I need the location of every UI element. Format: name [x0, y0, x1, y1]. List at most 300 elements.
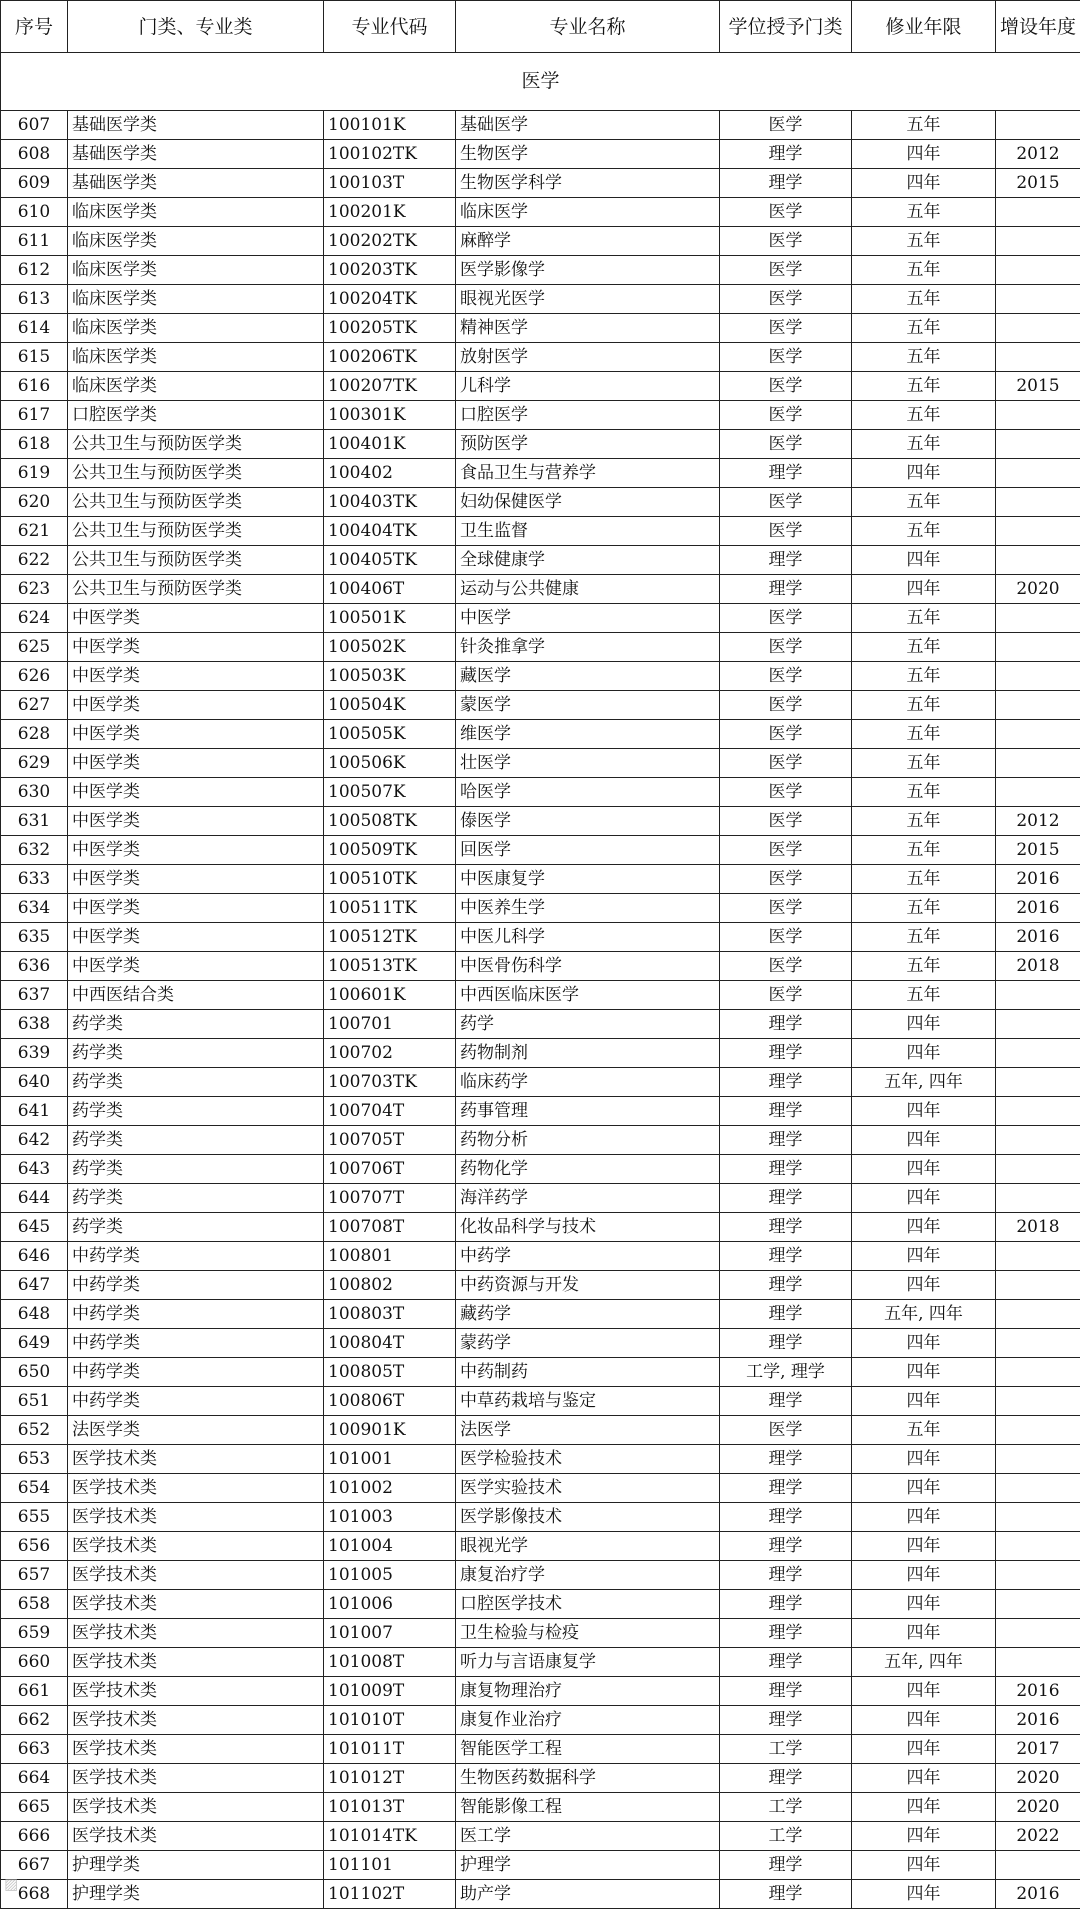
cell-duration: 四年 — [852, 1358, 996, 1387]
table-row — [1, 1764, 1080, 1793]
cell-category: 医学技术类 — [68, 1793, 324, 1822]
cell-major-name: 中西医临床医学 — [456, 981, 720, 1010]
cell-category: 公共卫生与预防医学类 — [68, 546, 324, 575]
cell-seq: 626 — [1, 662, 68, 691]
table-row — [1, 1126, 1080, 1155]
cell-year-added — [996, 1474, 1080, 1503]
cell-degree: 理学 — [720, 1184, 852, 1213]
table-row — [1, 1010, 1080, 1039]
cell-major-name: 卫生检验与检疫 — [456, 1619, 720, 1648]
cell-category: 口腔医学类 — [68, 401, 324, 430]
cell-code: 101009T — [324, 1677, 456, 1706]
cell-seq: 659 — [1, 1619, 68, 1648]
cell-major-name: 预防医学 — [456, 430, 720, 459]
cell-major-name: 医学影像学 — [456, 256, 720, 285]
table-row — [1, 546, 1080, 575]
table-row — [1, 836, 1080, 865]
cell-duration: 四年 — [852, 1242, 996, 1271]
cell-duration: 四年 — [852, 1155, 996, 1184]
cell-seq: 630 — [1, 778, 68, 807]
cell-year-added — [996, 227, 1080, 256]
cell-year-added — [996, 1097, 1080, 1126]
cell-duration: 四年 — [852, 1474, 996, 1503]
cell-seq: 655 — [1, 1503, 68, 1532]
table-row — [1, 198, 1080, 227]
cell-duration: 五年 — [852, 952, 996, 981]
cell-seq: 635 — [1, 923, 68, 952]
cell-duration: 五年 — [852, 691, 996, 720]
cell-code: 100206TK — [324, 343, 456, 372]
cell-category: 医学技术类 — [68, 1561, 324, 1590]
cell-duration: 五年 — [852, 256, 996, 285]
cell-category: 中医学类 — [68, 865, 324, 894]
cell-category: 中医学类 — [68, 778, 324, 807]
cell-major-name: 康复作业治疗 — [456, 1706, 720, 1735]
cell-year-added — [996, 401, 1080, 430]
cell-category: 医学技术类 — [68, 1677, 324, 1706]
cell-code: 101005 — [324, 1561, 456, 1590]
table-row — [1, 1706, 1080, 1735]
cell-seq: 622 — [1, 546, 68, 575]
cell-duration: 四年 — [852, 1184, 996, 1213]
cell-duration: 五年 — [852, 749, 996, 778]
cell-seq: 627 — [1, 691, 68, 720]
cell-year-added — [996, 314, 1080, 343]
cell-year-added: 2016 — [996, 923, 1080, 952]
cell-code: 100701 — [324, 1010, 456, 1039]
table-row — [1, 488, 1080, 517]
cell-category: 中医学类 — [68, 604, 324, 633]
cell-major-name: 生物医学 — [456, 140, 720, 169]
cell-duration: 五年 — [852, 836, 996, 865]
cell-year-added — [996, 720, 1080, 749]
cell-major-name: 壮医学 — [456, 749, 720, 778]
cell-seq: 609 — [1, 169, 68, 198]
cell-category: 药学类 — [68, 1010, 324, 1039]
table-row — [1, 778, 1080, 807]
cell-duration: 四年 — [852, 546, 996, 575]
cell-major-name: 医学检验技术 — [456, 1445, 720, 1474]
table-row — [1, 604, 1080, 633]
cell-seq: 667 — [1, 1851, 68, 1880]
cell-seq: 631 — [1, 807, 68, 836]
table-row — [1, 343, 1080, 372]
cell-duration: 四年 — [852, 1039, 996, 1068]
cell-year-added: 2016 — [996, 865, 1080, 894]
cell-code: 101003 — [324, 1503, 456, 1532]
cell-category: 中医学类 — [68, 691, 324, 720]
table-row — [1, 430, 1080, 459]
table-row — [1, 894, 1080, 923]
cell-seq: 638 — [1, 1010, 68, 1039]
cell-year-added: 2015 — [996, 836, 1080, 865]
table-row — [1, 1445, 1080, 1474]
table-row — [1, 517, 1080, 546]
cell-degree: 理学 — [720, 1155, 852, 1184]
cell-major-name: 运动与公共健康 — [456, 575, 720, 604]
header-category: 门类、专业类 — [68, 1, 324, 53]
cell-year-added — [996, 198, 1080, 227]
cell-major-name: 智能医学工程 — [456, 1735, 720, 1764]
cell-category: 中西医结合类 — [68, 981, 324, 1010]
table-row — [1, 923, 1080, 952]
cell-seq: 660 — [1, 1648, 68, 1677]
cell-duration: 五年 — [852, 314, 996, 343]
cell-code: 100406T — [324, 575, 456, 604]
cell-year-added: 2012 — [996, 140, 1080, 169]
cell-category: 医学技术类 — [68, 1590, 324, 1619]
table-row — [1, 1242, 1080, 1271]
cell-category: 医学技术类 — [68, 1532, 324, 1561]
cell-major-name: 医学实验技术 — [456, 1474, 720, 1503]
section-title: 医学 — [1, 53, 1080, 111]
cell-degree: 理学 — [720, 1242, 852, 1271]
cell-code: 100708T — [324, 1213, 456, 1242]
cell-degree: 理学 — [720, 1271, 852, 1300]
cell-seq: 608 — [1, 140, 68, 169]
cell-seq: 662 — [1, 1706, 68, 1735]
cell-duration: 四年 — [852, 1532, 996, 1561]
cell-major-name: 助产学 — [456, 1880, 720, 1909]
cell-degree: 医学 — [720, 401, 852, 430]
header-year-added: 增设年度 — [996, 1, 1080, 53]
cell-duration: 五年, 四年 — [852, 1068, 996, 1097]
cell-degree: 理学 — [720, 1590, 852, 1619]
cell-major-name: 药物分析 — [456, 1126, 720, 1155]
cell-category: 中医学类 — [68, 923, 324, 952]
cell-duration: 四年 — [852, 1271, 996, 1300]
cell-year-added — [996, 343, 1080, 372]
cell-duration: 五年 — [852, 894, 996, 923]
cell-category: 中医学类 — [68, 662, 324, 691]
cell-major-name: 中医儿科学 — [456, 923, 720, 952]
cell-degree: 医学 — [720, 314, 852, 343]
cell-major-name: 蒙医学 — [456, 691, 720, 720]
cell-duration: 四年 — [852, 1097, 996, 1126]
cell-category: 临床医学类 — [68, 314, 324, 343]
cell-code: 100801 — [324, 1242, 456, 1271]
cell-category: 临床医学类 — [68, 285, 324, 314]
cell-seq: 637 — [1, 981, 68, 1010]
cell-major-name: 中草药栽培与鉴定 — [456, 1387, 720, 1416]
cell-code: 101011T — [324, 1735, 456, 1764]
cell-seq: 611 — [1, 227, 68, 256]
cell-degree: 医学 — [720, 227, 852, 256]
cell-code: 100504K — [324, 691, 456, 720]
cell-degree: 医学 — [720, 430, 852, 459]
cell-major-name: 中药资源与开发 — [456, 1271, 720, 1300]
cell-year-added — [996, 517, 1080, 546]
cell-category: 法医学类 — [68, 1416, 324, 1445]
cell-seq: 615 — [1, 343, 68, 372]
cell-degree: 医学 — [720, 372, 852, 401]
cell-year-added — [996, 662, 1080, 691]
cell-seq: 620 — [1, 488, 68, 517]
cell-degree: 医学 — [720, 604, 852, 633]
cell-code: 100205TK — [324, 314, 456, 343]
cell-major-name: 药学 — [456, 1010, 720, 1039]
cell-degree: 理学 — [720, 1474, 852, 1503]
cell-code: 100509TK — [324, 836, 456, 865]
cell-year-added: 2022 — [996, 1822, 1080, 1851]
cell-category: 中医学类 — [68, 894, 324, 923]
table-row — [1, 1735, 1080, 1764]
cell-major-name: 口腔医学技术 — [456, 1590, 720, 1619]
cell-category: 公共卫生与预防医学类 — [68, 488, 324, 517]
cell-degree: 医学 — [720, 952, 852, 981]
cell-seq: 651 — [1, 1387, 68, 1416]
cell-year-added — [996, 1358, 1080, 1387]
cell-seq: 643 — [1, 1155, 68, 1184]
cell-seq: 657 — [1, 1561, 68, 1590]
cell-duration: 五年 — [852, 343, 996, 372]
cell-year-added — [996, 1300, 1080, 1329]
cell-duration: 五年 — [852, 517, 996, 546]
cell-degree: 理学 — [720, 1561, 852, 1590]
cell-code: 100402 — [324, 459, 456, 488]
cell-duration: 五年 — [852, 227, 996, 256]
cell-degree: 医学 — [720, 720, 852, 749]
cell-code: 100803T — [324, 1300, 456, 1329]
cell-duration: 五年, 四年 — [852, 1648, 996, 1677]
cell-seq: 628 — [1, 720, 68, 749]
cell-code: 101004 — [324, 1532, 456, 1561]
cell-duration: 四年 — [852, 1822, 996, 1851]
cell-seq: 619 — [1, 459, 68, 488]
cell-major-name: 医学影像技术 — [456, 1503, 720, 1532]
table-row — [1, 981, 1080, 1010]
cell-code: 100301K — [324, 401, 456, 430]
cell-degree: 医学 — [720, 662, 852, 691]
cell-seq: 610 — [1, 198, 68, 227]
cell-major-name: 生物医药数据科学 — [456, 1764, 720, 1793]
cell-seq: 636 — [1, 952, 68, 981]
cell-year-added — [996, 1242, 1080, 1271]
cell-major-name: 放射医学 — [456, 343, 720, 372]
cell-degree: 医学 — [720, 894, 852, 923]
table-row — [1, 256, 1080, 285]
cell-degree: 理学 — [720, 1126, 852, 1155]
cell-year-added: 2018 — [996, 952, 1080, 981]
table-row — [1, 1097, 1080, 1126]
cell-category: 医学技术类 — [68, 1706, 324, 1735]
cell-degree: 医学 — [720, 285, 852, 314]
table-row — [1, 1358, 1080, 1387]
cell-degree: 医学 — [720, 865, 852, 894]
table-header — [1, 1, 1080, 53]
cell-major-name: 生物医学科学 — [456, 169, 720, 198]
table-row — [1, 1532, 1080, 1561]
cell-category: 基础医学类 — [68, 140, 324, 169]
table-row — [1, 1590, 1080, 1619]
cell-year-added — [996, 1271, 1080, 1300]
cell-seq: 641 — [1, 1097, 68, 1126]
cell-year-added: 2018 — [996, 1213, 1080, 1242]
table-row — [1, 749, 1080, 778]
cell-duration: 四年 — [852, 1213, 996, 1242]
cell-category: 护理学类 — [68, 1851, 324, 1880]
cell-major-name: 眼视光学 — [456, 1532, 720, 1561]
cell-year-added — [996, 1590, 1080, 1619]
cell-category: 中医学类 — [68, 952, 324, 981]
cell-year-added: 2015 — [996, 372, 1080, 401]
cell-degree: 理学 — [720, 1677, 852, 1706]
cell-seq: 650 — [1, 1358, 68, 1387]
cell-seq: 624 — [1, 604, 68, 633]
cell-degree: 理学 — [720, 1619, 852, 1648]
cell-major-name: 中医康复学 — [456, 865, 720, 894]
cell-category: 中药学类 — [68, 1358, 324, 1387]
cell-code: 101006 — [324, 1590, 456, 1619]
cell-major-name: 儿科学 — [456, 372, 720, 401]
cell-year-added — [996, 1126, 1080, 1155]
cell-year-added — [996, 1445, 1080, 1474]
cell-category: 医学技术类 — [68, 1503, 324, 1532]
cell-category: 中药学类 — [68, 1242, 324, 1271]
cell-code: 100506K — [324, 749, 456, 778]
table-row — [1, 1039, 1080, 1068]
table-row — [1, 1822, 1080, 1851]
table-row — [1, 1184, 1080, 1213]
table-row — [1, 1677, 1080, 1706]
cell-code: 100804T — [324, 1329, 456, 1358]
header-code: 专业代码 — [324, 1, 456, 53]
cell-year-added — [996, 430, 1080, 459]
cell-major-name: 藏药学 — [456, 1300, 720, 1329]
cell-code: 101007 — [324, 1619, 456, 1648]
cell-category: 基础医学类 — [68, 111, 324, 140]
watermark-icon: ▨ — [4, 1875, 18, 1893]
cell-major-name: 护理学 — [456, 1851, 720, 1880]
cell-code: 100601K — [324, 981, 456, 1010]
cell-major-name: 口腔医学 — [456, 401, 720, 430]
cell-degree: 理学 — [720, 1764, 852, 1793]
cell-seq: 618 — [1, 430, 68, 459]
cell-category: 临床医学类 — [68, 343, 324, 372]
cell-code: 100805T — [324, 1358, 456, 1387]
cell-category: 医学技术类 — [68, 1474, 324, 1503]
cell-degree: 工学 — [720, 1735, 852, 1764]
cell-seq: 668 — [1, 1880, 68, 1909]
cell-year-added — [996, 1039, 1080, 1068]
cell-year-added: 2020 — [996, 575, 1080, 604]
cell-category: 中医学类 — [68, 720, 324, 749]
cell-category: 公共卫生与预防医学类 — [68, 459, 324, 488]
cell-category: 药学类 — [68, 1068, 324, 1097]
cell-category: 护理学类 — [68, 1880, 324, 1909]
table-row — [1, 1503, 1080, 1532]
cell-seq: 616 — [1, 372, 68, 401]
table-row — [1, 662, 1080, 691]
cell-year-added — [996, 749, 1080, 778]
table-row — [1, 691, 1080, 720]
cell-category: 医学技术类 — [68, 1735, 324, 1764]
cell-major-name: 康复治疗学 — [456, 1561, 720, 1590]
cell-code: 101008T — [324, 1648, 456, 1677]
cell-seq: 663 — [1, 1735, 68, 1764]
cell-major-name: 药事管理 — [456, 1097, 720, 1126]
cell-major-name: 药物化学 — [456, 1155, 720, 1184]
section-row — [1, 53, 1080, 111]
table-row — [1, 1474, 1080, 1503]
cell-duration: 四年 — [852, 1445, 996, 1474]
cell-code: 101013T — [324, 1793, 456, 1822]
table-row — [1, 1561, 1080, 1590]
cell-duration: 四年 — [852, 1590, 996, 1619]
cell-year-added: 2015 — [996, 169, 1080, 198]
cell-code: 100511TK — [324, 894, 456, 923]
cell-duration: 四年 — [852, 575, 996, 604]
cell-degree: 医学 — [720, 836, 852, 865]
cell-seq: 613 — [1, 285, 68, 314]
table-row — [1, 1213, 1080, 1242]
cell-major-name: 中医养生学 — [456, 894, 720, 923]
cell-code: 101014TK — [324, 1822, 456, 1851]
cell-major-name: 中药制药 — [456, 1358, 720, 1387]
table-row — [1, 1416, 1080, 1445]
cell-code: 100102TK — [324, 140, 456, 169]
cell-year-added: 2016 — [996, 1880, 1080, 1909]
table-row — [1, 169, 1080, 198]
table-row — [1, 1300, 1080, 1329]
cell-degree: 理学 — [720, 1532, 852, 1561]
cell-category: 公共卫生与预防医学类 — [68, 575, 324, 604]
cell-degree: 医学 — [720, 691, 852, 720]
cell-major-name: 药物制剂 — [456, 1039, 720, 1068]
cell-year-added: 2020 — [996, 1764, 1080, 1793]
cell-code: 100510TK — [324, 865, 456, 894]
cell-duration: 四年 — [852, 1764, 996, 1793]
table-row — [1, 1155, 1080, 1184]
cell-duration: 五年 — [852, 198, 996, 227]
cell-duration: 四年 — [852, 1706, 996, 1735]
cell-year-added: 2016 — [996, 1706, 1080, 1735]
table-row — [1, 1068, 1080, 1097]
cell-code: 100507K — [324, 778, 456, 807]
table-row — [1, 459, 1080, 488]
cell-degree: 医学 — [720, 488, 852, 517]
cell-degree: 理学 — [720, 546, 852, 575]
cell-year-added — [996, 1329, 1080, 1358]
cell-seq: 646 — [1, 1242, 68, 1271]
cell-category: 医学技术类 — [68, 1822, 324, 1851]
cell-degree: 医学 — [720, 198, 852, 227]
cell-degree: 理学 — [720, 1329, 852, 1358]
cell-major-name: 精神医学 — [456, 314, 720, 343]
cell-category: 药学类 — [68, 1039, 324, 1068]
cell-category: 中药学类 — [68, 1271, 324, 1300]
cell-category: 中医学类 — [68, 836, 324, 865]
cell-seq: 633 — [1, 865, 68, 894]
cell-category: 医学技术类 — [68, 1764, 324, 1793]
cell-duration: 四年 — [852, 1735, 996, 1764]
cell-year-added: 2016 — [996, 1677, 1080, 1706]
table-row — [1, 285, 1080, 314]
cell-category: 临床医学类 — [68, 256, 324, 285]
cell-seq: 625 — [1, 633, 68, 662]
cell-duration: 五年, 四年 — [852, 1300, 996, 1329]
table-row — [1, 1271, 1080, 1300]
cell-degree: 医学 — [720, 981, 852, 1010]
cell-degree: 理学 — [720, 1445, 852, 1474]
cell-category: 中医学类 — [68, 807, 324, 836]
table-row — [1, 1880, 1080, 1909]
cell-major-name: 傣医学 — [456, 807, 720, 836]
cell-degree: 理学 — [720, 1039, 852, 1068]
cell-degree: 医学 — [720, 749, 852, 778]
cell-duration: 五年 — [852, 111, 996, 140]
cell-duration: 四年 — [852, 1851, 996, 1880]
